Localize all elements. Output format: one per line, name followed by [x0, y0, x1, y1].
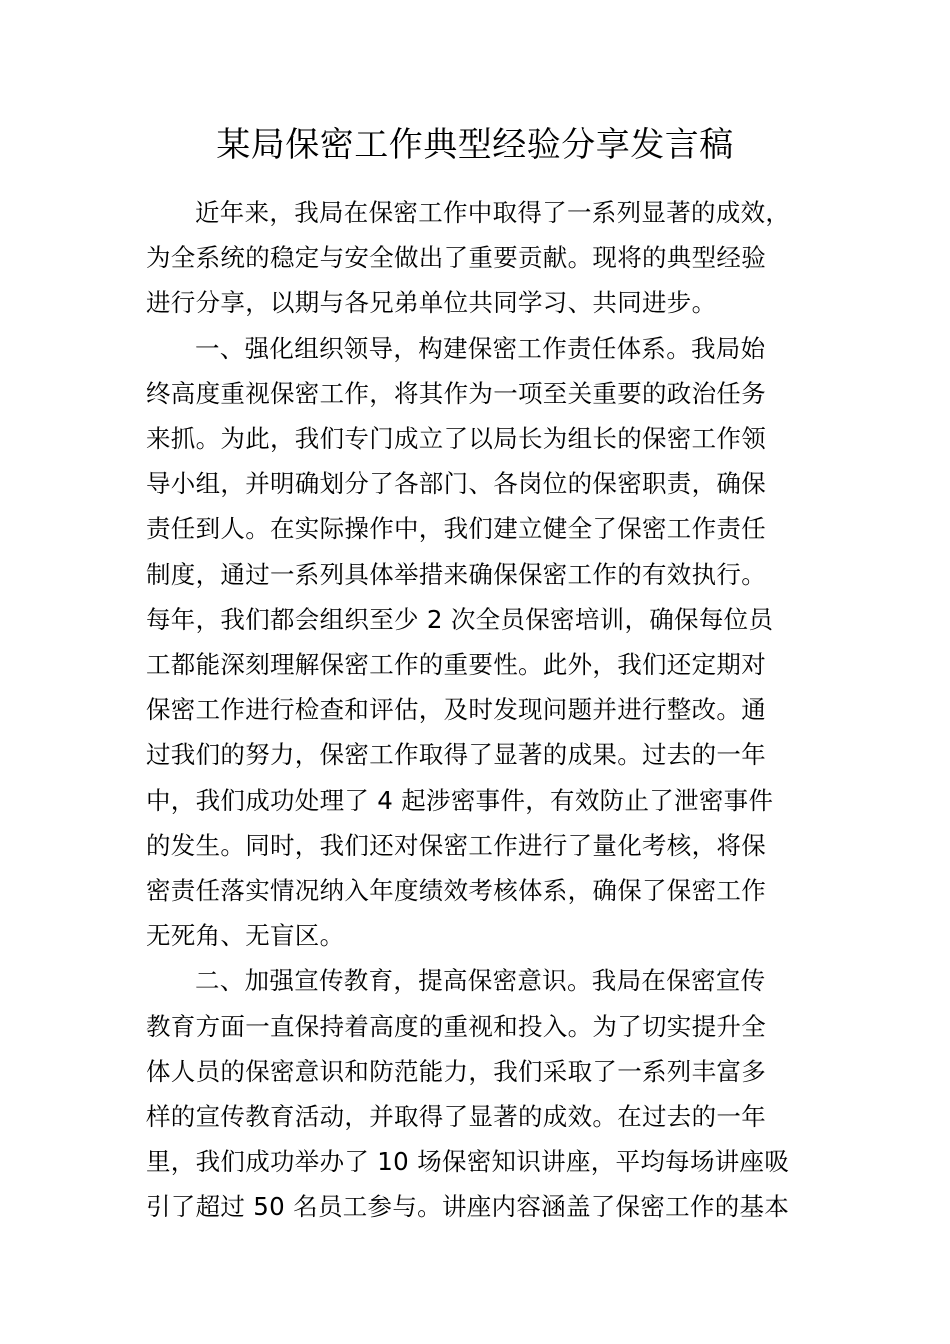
paragraph-intro: 近年来，我局在保密工作中取得了一系列显著的成效， 为全系统的稳定与安全做出了重要贡献。现将的典型经验 进行分享，以期与各兄弟单位共同学习、共同进步。 — [146, 198, 791, 318]
paragraph-section-two: 二、加强宣传教育，提高保密意识。我局在保密宣传 教育方面一直保持着高度的重视和投入。为了切实提升全 体人员的保密意识和防范能力，我们采取了一系列丰富多 样的宣传教育活动，并取得了显著的成效。在过去的一年 里，我们成功举办了 10 场保密知识讲座，平均每场讲座吸 引了超过 50 名员工参与。讲座内容涵盖了保密工作的基本 — [146, 966, 790, 1222]
document-body — [146, 190, 808, 1230]
paragraph-section-one: 一、强化组织领导，构建保密工作责任体系。我局始 终高度重视保密工作，将其作为一项至关重要的政治任务 来抓。为此，我们专门成立了以局长为组长的保密工作领 导小组，并明确划分了各部门、各岗位的保密职责，确保 责任到人。在实际操作中，我们建立健全了保密工作责任 制度，通过一系列具体举措来确保保密工作的有效执行。 每年，我们都会组织至少 2 次全员保密培训，确保每位员 工都能深刻理解保密工作的重要性。此外，我们还定期对 保密工作进行检查和评估，及时发现问题并进行整改。通 过我们的努力，保密工作取得了显著的成果。过去的一年 中，我们成功处理了 4 起涉密事件，有效防止了泄密事件 的发生。同时，我们还对保密工作进行了量化考核，将保 密责任落实情况纳入年度绩效考核体系，确保了保密工作 无死角、无盲区。 — [146, 333, 774, 951]
document-title: 某局保密工作典型经验分享发言稿 — [216, 125, 734, 165]
